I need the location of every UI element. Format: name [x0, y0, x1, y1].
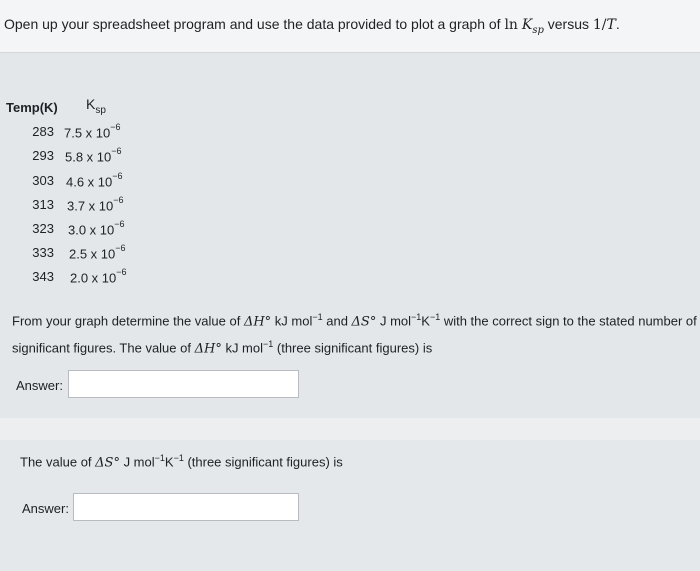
q1-part1: From your graph determine the value of	[12, 313, 244, 329]
question-2-text	[20, 453, 343, 470]
q1-part2: with the correct sign to the stated number of significant figures. The value of	[12, 313, 697, 356]
temp-cell: 343	[32, 269, 54, 284]
instruction-lead: Open up your spreadsheet program and use the data provided to plot a graph of	[4, 16, 505, 32]
q2-unit1: J mol	[119, 454, 155, 470]
ksp-exponent: −6	[115, 243, 126, 253]
answer-input-2[interactable]	[73, 493, 299, 521]
answer-input-1[interactable]	[68, 370, 299, 398]
ksp-cell	[69, 245, 126, 261]
ksp-mantissa: 7.5 x 10	[64, 125, 111, 141]
instruction-t: T	[606, 17, 616, 33]
ksp-cell	[68, 221, 125, 237]
instruction-text	[4, 16, 620, 36]
q1-delta-s: ΔS°	[351, 314, 377, 330]
q1-exp2: −1	[411, 312, 422, 322]
instruction-sp: sp	[532, 24, 544, 36]
answer-label-2: Answer:	[22, 501, 69, 516]
temp-cell: 293	[32, 148, 54, 163]
q1-part3: (three significant figures) is	[273, 340, 433, 356]
q2-exp2: −1	[173, 453, 184, 463]
q2-part2: (three significant figures) is	[183, 454, 343, 470]
q2-exp1: −1	[154, 453, 165, 463]
ksp-cell	[66, 173, 123, 189]
q1-exp4: −1	[263, 339, 274, 350]
table-header-temp: Temp(K)	[6, 100, 58, 115]
q2-delta-s: ΔS°	[95, 455, 120, 471]
ksp-exponent: −6	[111, 146, 122, 156]
ksp-mantissa: 4.6 x 10	[66, 174, 113, 190]
q1-unit4: kJ mol	[221, 340, 263, 356]
temp-cell: 323	[32, 221, 54, 236]
q1-unit1: kJ mol	[271, 313, 313, 329]
ksp-mantissa: 5.8 x 10	[65, 149, 112, 165]
q1-exp1: −1	[312, 312, 323, 322]
ksp-cell	[67, 197, 124, 213]
ksp-mantissa: 2.0 x 10	[70, 270, 117, 286]
ksp-mantissa: 2.5 x 10	[69, 246, 116, 262]
q1-and: and	[322, 313, 352, 329]
table-header-k-sub: sp	[95, 104, 106, 116]
ksp-mantissa: 3.7 x 10	[67, 198, 114, 214]
temp-cell: 303	[32, 173, 54, 188]
ksp-cell	[70, 269, 127, 285]
ksp-mantissa: 3.0 x 10	[68, 222, 115, 238]
question-1-text	[12, 306, 698, 361]
instruction-versus: versus	[543, 16, 593, 32]
ksp-cell	[64, 124, 121, 140]
ksp-exponent: −6	[113, 195, 124, 205]
ksp-exponent: −6	[110, 122, 121, 132]
q1-delta-h-2: ΔH°	[194, 341, 222, 357]
temp-cell: 283	[32, 124, 54, 139]
answer-label-1: Answer:	[16, 378, 63, 393]
ksp-exponent: −6	[112, 171, 123, 181]
q1-exp3: −1	[429, 312, 441, 322]
table-header-ksp	[86, 96, 106, 116]
table-header-k: K	[86, 96, 96, 112]
q2-part1: The value of	[20, 454, 96, 470]
instruction-ln: ln	[504, 17, 518, 33]
ksp-exponent: −6	[114, 219, 125, 229]
instruction-period: .	[615, 16, 620, 32]
q1-delta-h: ΔH°	[243, 314, 272, 330]
instruction-banner	[0, 0, 700, 53]
instruction-k: K	[521, 17, 533, 33]
temp-cell: 313	[32, 197, 54, 212]
ksp-exponent: −6	[116, 267, 127, 277]
panel-gap	[0, 418, 700, 440]
q1-unit3: K	[421, 313, 430, 329]
ksp-cell	[65, 148, 122, 164]
instruction-recip: 1/	[592, 17, 607, 33]
q2-unit2: K	[164, 454, 174, 470]
temp-cell: 333	[32, 245, 54, 260]
q1-unit2: J mol	[376, 313, 412, 329]
